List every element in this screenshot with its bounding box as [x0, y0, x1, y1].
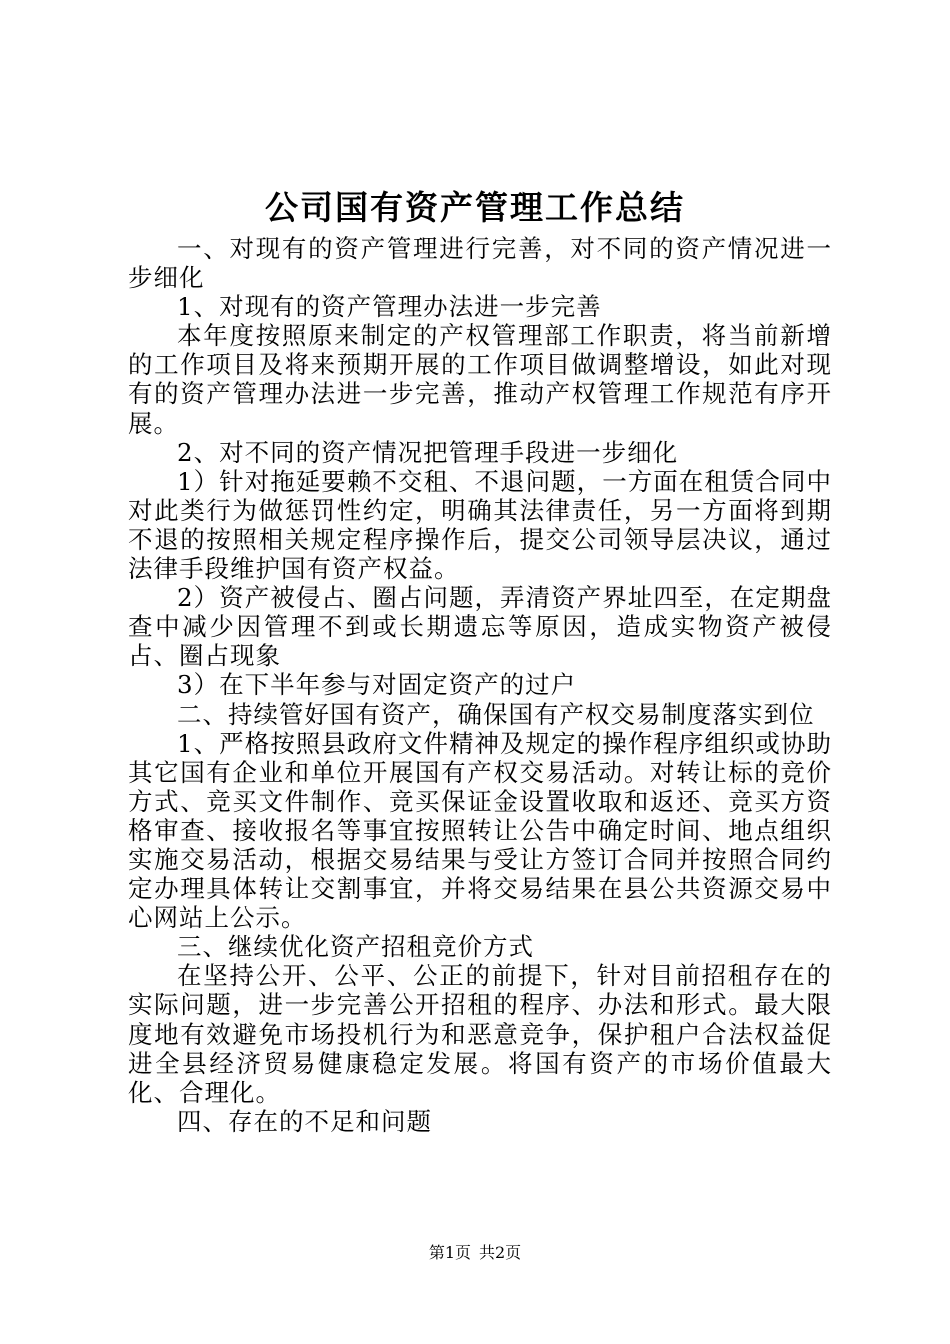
paragraph-section-2-heading: 二、持续管好国有资产，确保国有产权交易制度落实到位 — [177, 699, 815, 729]
page-number-current: 第1页 — [428, 1243, 471, 1262]
document-body — [128, 234, 832, 1136]
paragraph-text: 2）资产被侵占、圈占问题，弄清资产界址四至，在定期盘查中减少因管理不到或长期遗忘等原因，造成实物资产被侵占、圈占现象 — [128, 583, 832, 671]
paragraph-section-3-heading: 三、继续优化资产招租竞价方式 — [177, 932, 534, 962]
page-footer — [0, 1243, 950, 1263]
paragraph-section-4-heading: 四、存在的不足和问题 — [177, 1106, 432, 1136]
document-title: 公司国有资产管理工作总结 — [265, 188, 685, 227]
paragraph-section-1-heading: 一、对现有的资产管理进行完善，对不同的资产情况进一步细化 — [128, 234, 832, 293]
paragraph-item-1-2: 2、对不同的资产情况把管理手段进一步细化 — [177, 437, 679, 467]
paragraph-text: 1）针对拖延要赖不交租、不退问题，一方面在租赁合同中对此类行为做惩罚性约定，明确其法律责任，另一方面将到期不退的按照相关规定程序操作后，提交公司领导层决议，通过法律手段维护国有资产权益。 — [128, 466, 832, 584]
paragraph-text: 3）在下半年参与对固定资产的过户 — [177, 670, 577, 700]
paragraph-text: 1、严格按照县政府文件精神及规定的操作程序组织或协助其它国有企业和单位开展国有产权交易活动。对转让标的竞价方式、竞买文件制作、竞买保证金设置收取和返还、竞买方资格审查、接收报名等事宜按照转让公告中确定时间、地点组织实施交易活动，根据交易结果与受让方签订合同并按照合同约定办理具体转让交割事宜，并将交易结果在县公共资源交易中心网站上公示。 — [128, 728, 832, 933]
page-number-total: 共2页 — [479, 1243, 522, 1262]
paragraph-item-1-1: 1、对现有的资产管理办法进一步完善 — [177, 292, 602, 322]
paragraph-text: 本年度按照原来制定的产权管理部工作职责，将当前新增的工作项目及将来预期开展的工作项目做调整增设，如此对现有的资产管理办法进一步完善，推动产权管理工作规范有序开展。 — [128, 321, 832, 438]
paragraph-text: 在坚持公开、公平、公正的前提下，针对目前招租存在的实际问题，进一步完善公开招租的程序、办法和形式。最大限度地有效避免市场投机行为和恶意竞争，保护租户合法权益促进全县经济贸易健康稳定发展。将国有资产的市场价值最大化、合理化。 — [128, 961, 832, 1107]
